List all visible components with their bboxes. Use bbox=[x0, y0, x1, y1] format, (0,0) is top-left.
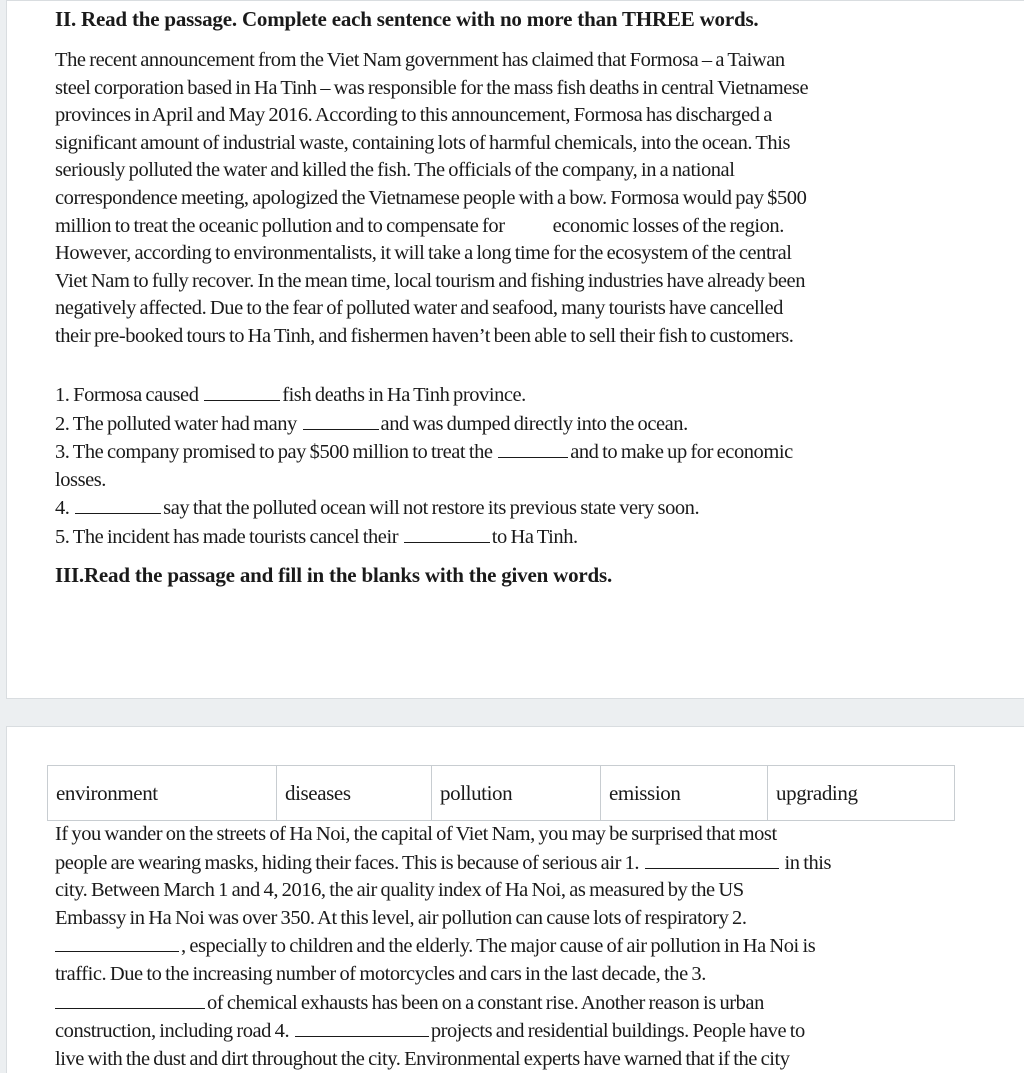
answer-blank-3[interactable] bbox=[498, 438, 568, 458]
passage-line: traffic. Due to the increasing number of motorcycles and cars in the last decade, the 3. bbox=[55, 962, 706, 985]
passage-line: their pre-booked tours to Ha Tinh, and fishermen haven’t been able to sell their fish to customers. bbox=[55, 324, 794, 347]
answer-blank-5[interactable] bbox=[404, 523, 490, 543]
passage-text: people are wearing masks, hiding their faces. This is because of serious air 1. bbox=[55, 851, 640, 874]
passage-text: of chemical exhausts has been on a constant rise. Another reason is urban bbox=[207, 991, 764, 1014]
passage-text: construction, including road 4. bbox=[55, 1020, 290, 1043]
section-iii-heading: III.Read the passage and fill in the blanks with the given words. bbox=[55, 563, 613, 587]
section-ii-passage bbox=[55, 47, 1024, 351]
answer-blank-2[interactable] bbox=[303, 410, 379, 430]
fill-blank-2[interactable] bbox=[55, 932, 179, 952]
question-3-continued: losses. bbox=[55, 468, 106, 491]
passage-line bbox=[55, 213, 1024, 241]
section-ii-heading: II. Read the passage. Complete each sentence with no more than THREE words. bbox=[55, 7, 759, 31]
section-iii-passage bbox=[55, 821, 1024, 1073]
word-bank-table bbox=[47, 765, 955, 821]
question-text: 3. The company promised to pay $500 million to treat the bbox=[55, 441, 493, 464]
answer-blank-4[interactable] bbox=[75, 494, 161, 514]
passage-line: city. Between March 1 and 4, 2016, the air quality index of Ha Noi, as measured by the US bbox=[55, 879, 744, 902]
passage-line: However, according to environmentalists, it will take a long time for the ecosystem of the central bbox=[55, 242, 792, 265]
question-text: fish deaths in Ha Tinh province. bbox=[282, 384, 526, 406]
question-text: 4. bbox=[55, 497, 70, 520]
passage-line: significant amount of industrial waste, containing lots of harmful chemicals, into the ocean. This bbox=[55, 131, 791, 154]
passage-line: live with the dust and dirt throughout the city. Environmental experts have warned that if the city bbox=[55, 1047, 790, 1070]
question-5 bbox=[55, 523, 1024, 552]
fill-blank-3[interactable] bbox=[55, 989, 205, 1009]
passage-text: in this bbox=[784, 851, 832, 874]
question-list bbox=[55, 381, 1024, 552]
passage-line: provinces in April and May 2016. According to this announcement, Formosa has discharged a bbox=[55, 104, 772, 127]
fill-blank-1[interactable] bbox=[645, 849, 779, 869]
passage-line: The recent announcement from the Viet Nam government has claimed that Formosa – a Taiwan bbox=[55, 49, 785, 71]
word-bank-item: environment bbox=[48, 766, 277, 821]
question-text: 2. The polluted water had many bbox=[55, 412, 297, 435]
answer-blank-1[interactable] bbox=[204, 381, 280, 401]
word-bank-item: diseases bbox=[277, 766, 432, 821]
word-bank-item: upgrading bbox=[768, 766, 955, 821]
passage-line: Viet Nam to fully recover. In the mean time, local tourism and fishing industries have already been bbox=[55, 269, 806, 292]
question-text: to Ha Tinh. bbox=[491, 525, 578, 548]
passage-line bbox=[55, 1017, 1024, 1046]
passage-text: economic losses of the region. bbox=[552, 214, 784, 237]
passage-text: projects and residential buildings. People have to bbox=[430, 1020, 805, 1043]
passage-line bbox=[55, 849, 1024, 878]
question-3 bbox=[55, 438, 1024, 467]
question-1 bbox=[55, 381, 1024, 410]
passage-line: negatively affected. Due to the fear of polluted water and seafood, many tourists have cancelled bbox=[55, 297, 783, 320]
section-iii-card bbox=[6, 726, 1024, 1073]
passage-line: If you wander on the streets of Ha Noi, the capital of Viet Nam, you may be surprised that most bbox=[55, 823, 777, 845]
passage-line bbox=[55, 989, 1024, 1018]
section-ii-card bbox=[6, 0, 1024, 699]
question-text: 1. Formosa caused bbox=[55, 384, 199, 406]
question-4 bbox=[55, 494, 1024, 523]
passage-line: Embassy in Ha Noi was over 350. At this level, air pollution can cause lots of respiratory 2. bbox=[55, 906, 747, 929]
passage-line: steel corporation based in Ha Tinh – was responsible for the mass fish deaths in central Vietnamese bbox=[55, 76, 809, 99]
question-2 bbox=[55, 410, 1024, 439]
passage-text: , especially to children and the elderly. The major cause of air pollution in Ha Noi is bbox=[181, 935, 816, 958]
word-bank-item: pollution bbox=[432, 766, 601, 821]
question-text: 5. The incident has made tourists cancel their bbox=[55, 525, 399, 548]
question-text: and was dumped directly into the ocean. bbox=[380, 412, 688, 435]
word-bank-item: emission bbox=[601, 766, 768, 821]
fill-blank-4[interactable] bbox=[295, 1017, 429, 1037]
passage-line bbox=[55, 932, 1024, 961]
passage-text: million to treat the oceanic pollution and to compensate for bbox=[55, 214, 505, 237]
passage-line: seriously polluted the water and killed the fish. The officials of the company, in a national bbox=[55, 159, 735, 182]
question-text: and to make up for economic bbox=[570, 441, 793, 464]
question-text: say that the polluted ocean will not restore its previous state very soon. bbox=[163, 497, 700, 520]
passage-line: correspondence meeting, apologized the Vietnamese people with a bow. Formosa would pay $500 bbox=[55, 186, 807, 209]
